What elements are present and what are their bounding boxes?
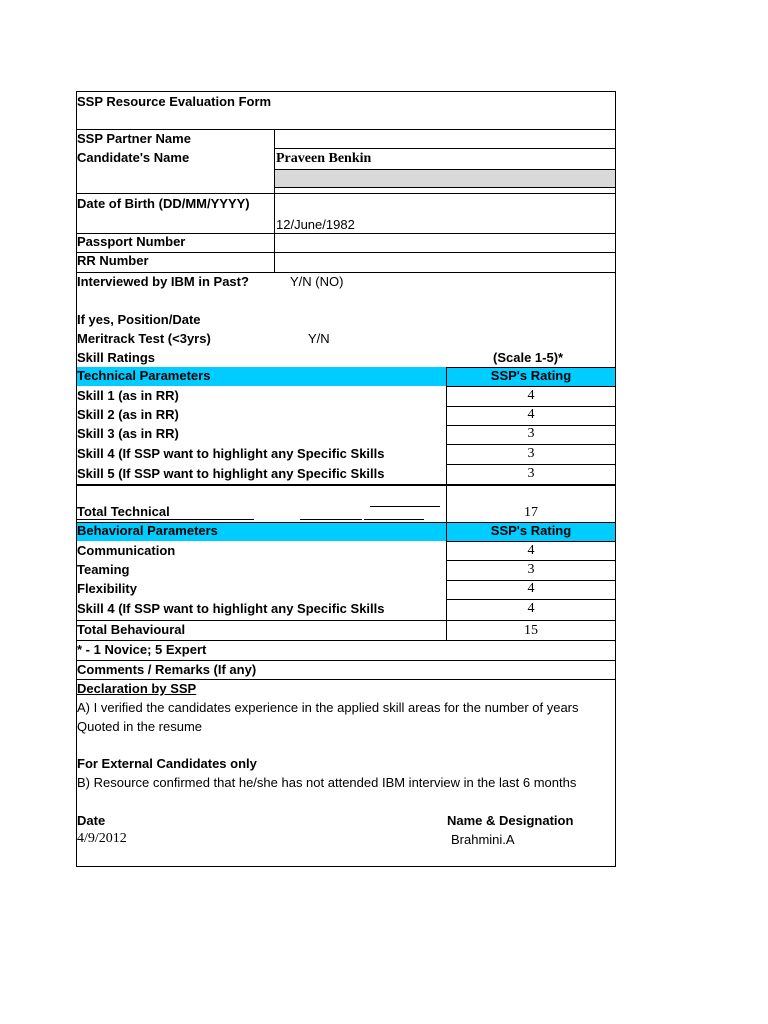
rule	[446, 560, 616, 561]
partner-name-label: SSP Partner Name	[77, 131, 191, 146]
declaration-a-line2: Quoted in the resume	[77, 719, 203, 734]
total-technical-value: 17	[524, 505, 538, 520]
behavioral-row-label: Communication	[77, 543, 176, 558]
technical-row-rating[interactable]: 4	[527, 388, 535, 403]
name-designation-label: Name & Designation	[447, 813, 574, 828]
behavioral-row-label: Teaming	[77, 562, 130, 577]
meritrack-value[interactable]: Y/N	[308, 331, 330, 346]
behavioral-row-rating[interactable]: 3	[527, 562, 535, 577]
declaration-b: B) Resource confirmed that he/she has not attended IBM interview in the last 6 months	[77, 775, 577, 790]
date-value[interactable]: 4/9/2012	[77, 831, 127, 846]
technical-row-rating[interactable]: 3	[527, 426, 535, 441]
technical-row-label: Skill 2 (as in RR)	[77, 407, 179, 422]
divider-vertical-top	[274, 129, 275, 273]
name-designation-value[interactable]: Brahmini.A	[451, 832, 515, 847]
rule	[76, 193, 616, 194]
total-behavioural-label: Total Behavioural	[77, 622, 186, 637]
interviewed-value[interactable]: Y/N (NO)	[290, 274, 344, 289]
technical-row-label: Skill 4 (If SSP want to highlight any Specific Skills	[77, 446, 385, 461]
skill-ratings-label: Skill Ratings	[77, 350, 156, 365]
behavioral-row-rating[interactable]: 4	[527, 601, 535, 616]
rule	[275, 169, 615, 170]
rule	[275, 148, 615, 149]
behavioral-rating-header: SSP's Rating	[490, 523, 572, 538]
behavioral-header: Behavioral Parameters	[77, 523, 218, 538]
rule	[76, 640, 616, 641]
technical-row-rating[interactable]: 4	[527, 407, 535, 422]
candidate-gray-cell	[275, 170, 615, 187]
declaration-a-line1: A) I verified the candidates experience in the applied skill areas for the number of years	[77, 700, 579, 715]
underline-fragment	[370, 506, 440, 507]
underline-fragment	[300, 519, 362, 520]
technical-rating-header: SSP's Rating	[490, 368, 572, 383]
candidate-name-field[interactable]: Praveen Benkin	[276, 151, 372, 166]
date-label: Date	[77, 813, 106, 828]
technical-row-label: Skill 3 (as in RR)	[77, 426, 179, 441]
behavioral-row-rating[interactable]: 4	[527, 543, 535, 558]
scale-label: (Scale 1-5)*	[493, 350, 564, 365]
rule	[76, 620, 616, 621]
rule	[76, 660, 616, 661]
border-top	[76, 91, 616, 92]
rule	[76, 129, 616, 130]
rule	[76, 272, 616, 273]
technical-row-label: Skill 1 (as in RR)	[77, 388, 179, 403]
passport-label: Passport Number	[77, 234, 186, 249]
rule	[446, 386, 616, 387]
rule	[76, 679, 616, 680]
technical-row-rating[interactable]: 3	[527, 446, 535, 461]
declaration-label: Declaration by SSP	[77, 681, 197, 696]
external-candidates-label: For External Candidates only	[77, 756, 257, 771]
comments-label: Comments / Remarks (If any)	[77, 662, 257, 677]
technical-header: Technical Parameters	[77, 368, 211, 383]
rule	[446, 541, 616, 542]
scale-note: * - 1 Novice; 5 Expert	[77, 642, 207, 657]
rr-number-label: RR Number	[77, 253, 149, 268]
border-bottom	[76, 866, 616, 867]
dob-label: Date of Birth (DD/MM/YYYY)	[77, 196, 250, 211]
rule	[446, 444, 616, 445]
form-title: SSP Resource Evaluation Form	[77, 94, 272, 109]
meritrack-label: Meritrack Test (<3yrs)	[77, 331, 211, 346]
total-technical-label: Total Technical	[77, 504, 170, 519]
border-right	[615, 91, 616, 867]
rule	[446, 464, 616, 465]
total-behavioural-value: 15	[524, 623, 538, 638]
rule	[76, 252, 616, 253]
interviewed-label: Interviewed by IBM in Past?	[77, 274, 249, 289]
behavioral-row-rating[interactable]: 4	[527, 581, 535, 596]
behavioral-row-label: Skill 4 (If SSP want to highlight any Specific Skills	[77, 601, 385, 616]
behavioral-row-label: Flexibility	[77, 581, 137, 596]
rule	[446, 599, 616, 600]
technical-row-rating[interactable]: 3	[527, 466, 535, 481]
if-yes-label: If yes, Position/Date	[77, 312, 201, 327]
rule-thick	[76, 484, 616, 486]
underline-fragment	[364, 519, 424, 520]
technical-row-label: Skill 5 (If SSP want to highlight any Specific Skills	[77, 466, 385, 481]
dob-field[interactable]: 12/June/1982	[276, 217, 355, 232]
candidate-name-label: Candidate's Name	[77, 150, 190, 165]
rule	[275, 187, 615, 188]
